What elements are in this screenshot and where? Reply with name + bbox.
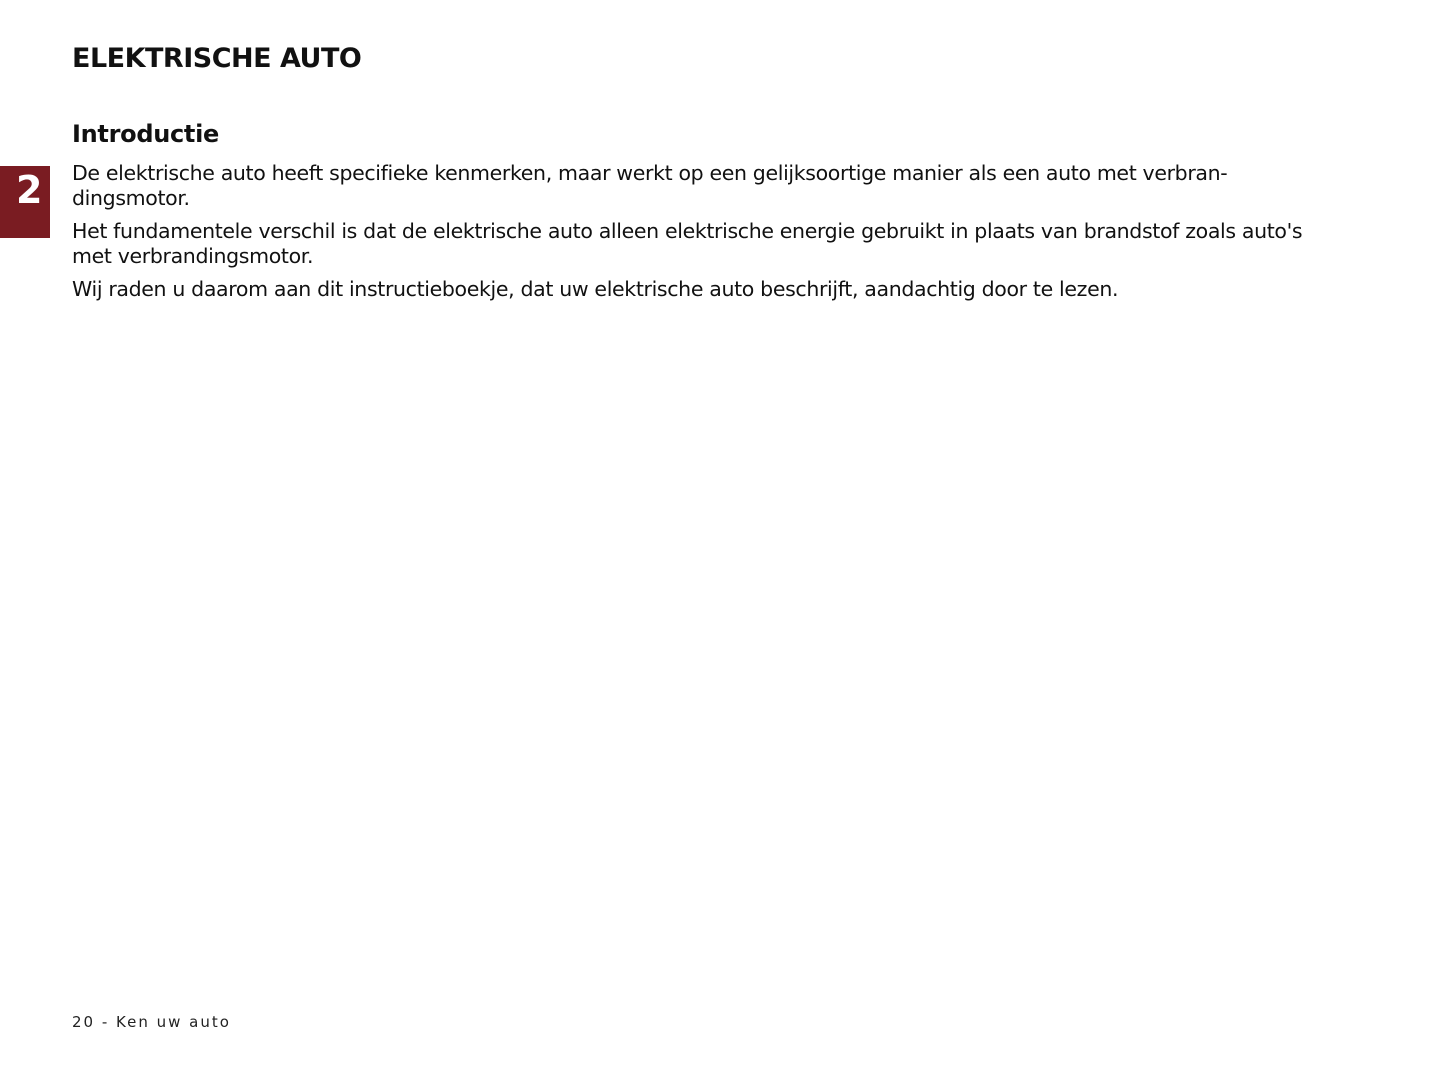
body-text	[72, 161, 1337, 310]
paragraph-difference: Het fundamentele verschil is dat de elektrische auto alleen elektrische energie gebruikt in plaats van brandstof zoals auto's met verbrandingsmotor.	[72, 219, 1303, 268]
chapter-tab: 2	[0, 166, 50, 238]
paragraph-intro: De elektrische auto heeft specifieke kenmerken, maar werkt op een gelijksoortige manier als een auto met verbran-dingsmotor.	[72, 161, 1228, 210]
page-footer: 20 - Ken uw auto	[72, 1013, 231, 1031]
section-heading: Introductie	[72, 120, 219, 148]
paragraph-advice: Wij raden u daarom aan dit instructieboekje, dat uw elektrische auto beschrijft, aandachtig door te lezen.	[72, 277, 1119, 301]
page-title: ELEKTRISCHE AUTO	[72, 43, 362, 74]
